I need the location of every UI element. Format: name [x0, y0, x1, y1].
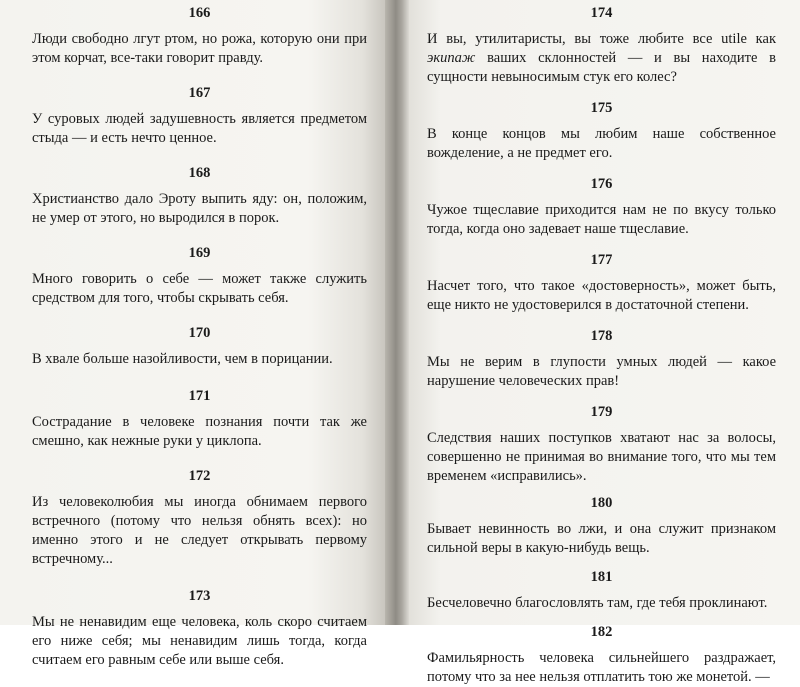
aphorism-number: 174 [590, 5, 613, 21]
aphorism-number: 176 [590, 176, 613, 192]
aphorism-text-italic: экипаж [427, 50, 476, 66]
aphorism-167 [32, 84, 367, 148]
aphorism-text: Мы не ненавидим еще человека, коль скоро считаем его ниже себя; мы ненавидим лишь тогда, когда считаем его равным себе или выше себя. [32, 614, 367, 668]
aphorism-178 [427, 327, 776, 391]
aphorism-text: Много говорить о себе — может также служить средством для того, чтобы скрывать себя. [32, 271, 367, 306]
aphorism-text: Насчет того, что такое «достоверность», может быть, еще никто не удостоверился в достаточной степени. [427, 278, 776, 313]
aphorism-169 [32, 244, 367, 308]
aphorism-168 [32, 164, 367, 228]
aphorism-text: Из человеколюбия мы иногда обнимаем первого встречного (потому что нельзя обнять всех): но именно этого и не следует открывать первому встречному... [32, 494, 367, 567]
aphorism-text: Мы не верим в глупости умных людей — какое нарушение человеческих прав! [427, 354, 776, 389]
aphorism-number: 177 [590, 252, 613, 268]
aphorism-number: 178 [590, 328, 613, 344]
aphorism-175 [427, 99, 776, 163]
aphorism-number: 166 [188, 5, 211, 21]
aphorism-number: 181 [590, 569, 613, 585]
book-gutter [385, 0, 409, 625]
aphorism-text: У суровых людей задушевность является предметом стыда — и есть нечто ценное. [32, 111, 367, 146]
aphorism-number: 179 [590, 404, 613, 420]
aphorism-number: 170 [188, 325, 211, 341]
aphorism-number: 182 [590, 624, 613, 640]
aphorism-text: Люди свободно лгут ртом, но рожа, которую они при этом корчат, все-таки говорит правду. [32, 31, 367, 66]
aphorism-170 [32, 324, 367, 369]
aphorism-number: 180 [590, 495, 613, 511]
aphorism-number: 172 [188, 468, 211, 484]
aphorism-text: Следствия наших поступков хватают нас за волосы, совершенно не принимая во внимание того, что мы тем временем «исправились». [427, 430, 776, 484]
aphorism-text-end: ваших склонностей — и вы находите в сущности невыносимым стук его колес? [427, 50, 776, 85]
aphorism-number: 167 [188, 85, 211, 101]
aphorism-172 [32, 467, 367, 569]
aphorism-text: Бывает невинность во лжи, и она служит признаком сильной веры в какую-нибудь вещь. [427, 521, 776, 556]
aphorism-number: 169 [188, 245, 211, 261]
aphorism-182 [427, 623, 776, 687]
aphorism-166 [32, 4, 367, 68]
aphorism-text: Фамильярность человека сильнейшего раздражает, потому что за нее нельзя отплатить тою же монетой. — [427, 650, 776, 685]
aphorism-176 [427, 175, 776, 239]
aphorism-180 [427, 494, 776, 558]
aphorism-text: В хвале больше назойливости, чем в порицании. [32, 351, 333, 367]
left-page [0, 0, 385, 668]
aphorism-number: 175 [590, 100, 613, 116]
aphorism-174 [427, 4, 776, 87]
aphorism-text: Чужое тщеславие приходится нам не по вкусу только тогда, когда оно задевает наше тщеславие. [427, 202, 776, 237]
right-page [409, 0, 800, 685]
aphorism-text: Сострадание в человеке познания почти так же смешно, как нежные руки у циклопа. [32, 414, 367, 449]
aphorism-181 [427, 568, 776, 613]
aphorism-text-start: И вы, утилитаристы, вы тоже любите все utile как [427, 31, 776, 47]
aphorism-text: Христианство дало Эроту выпить яду: он, положим, не умер от этого, но выродился в порок. [32, 191, 367, 226]
aphorism-number: 168 [188, 165, 211, 181]
aphorism-171 [32, 387, 367, 451]
aphorism-number: 173 [188, 588, 211, 604]
aphorism-text: В конце концов мы любим наше собственное вожделение, а не предмет его. [427, 126, 776, 161]
aphorism-text: Бесчеловечно благословлять там, где тебя проклинают. [427, 595, 768, 611]
aphorism-text [427, 30, 776, 87]
aphorism-177 [427, 251, 776, 315]
aphorism-173 [32, 587, 367, 670]
aphorism-179 [427, 403, 776, 486]
aphorism-number: 171 [188, 388, 211, 404]
